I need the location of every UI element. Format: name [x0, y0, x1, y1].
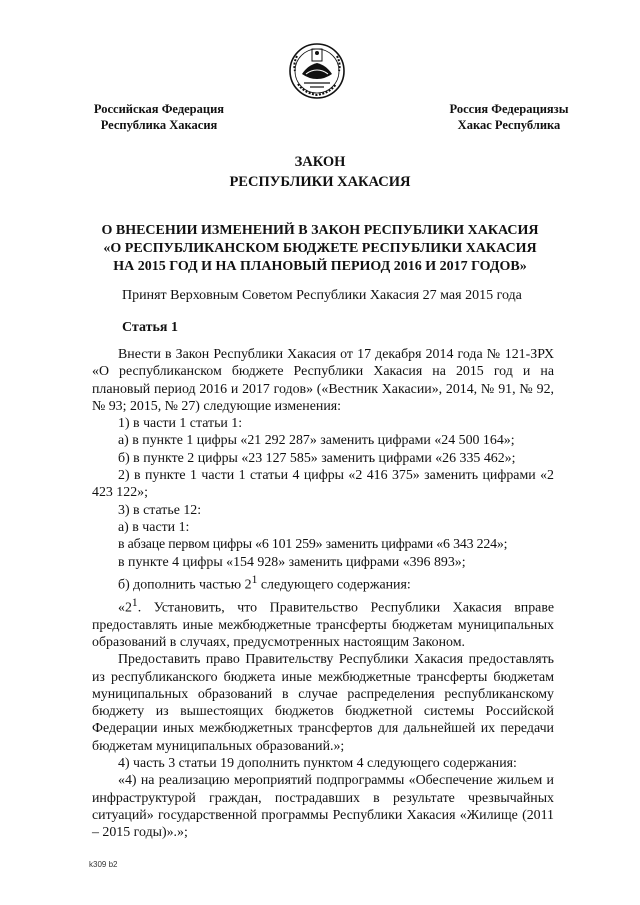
text-run: б) дополнить частью 2 [118, 577, 252, 593]
paragraph: в абзаце первом цифры «6 101 259» заменить цифрами «6 343 224»; [118, 537, 508, 553]
header-right [434, 101, 584, 133]
law-title-line-1: ЗАКОН [294, 154, 346, 170]
paragraph: б) в пункте 2 цифры «23 127 585» заменить цифрами «26 335 462»; [118, 450, 516, 466]
article-heading: Статья 1 [122, 320, 178, 335]
superscript: 1 [251, 572, 258, 586]
text-run: «2 [118, 600, 132, 616]
paragraph: «4) на реализацию мероприятий подпрограммы «Обеспечение жильем и инфраструктурой граждан, пострадавших в результате чрезвычайных ситуаций» государственной программы Республики Хакасия «Жилище (2011 – 2015 годы)».»; [92, 773, 554, 841]
text-run: . Установить, что Правительство Республики Хакасия вправе предоставлять иные межбюджетные трансферты бюджетам муниципальных образований в случаях, предусмотренных настоящим Законом. [92, 600, 554, 650]
text-run: следующего содержания: [260, 577, 411, 593]
law-subject-line-3: НА 2015 ГОД И НА ПЛАНОВЫЙ ПЕРИОД 2016 И 2017 ГОДОВ» [113, 259, 527, 274]
law-subject-line-2: «О РЕСПУБЛИКАНСКОМ БЮДЖЕТЕ РЕСПУБЛИКИ ХАКАСИЯ [103, 241, 537, 256]
law-title [0, 152, 640, 192]
paragraph: 3) в статье 12: [118, 502, 202, 518]
superscript: 1 [131, 595, 138, 609]
law-title-line-2: РЕСПУБЛИКИ ХАКАСИЯ [229, 174, 411, 190]
header-left-line-1: Российская Федерация [93, 102, 225, 116]
paragraph: 4) часть 3 статьи 19 дополнить пунктом 4 следующего содержания: [118, 756, 517, 772]
footer-code: k309 b2 [89, 860, 118, 869]
paragraph: Предоставить право Правительству Республики Хакасия предоставлять из республиканского бюджета иные межбюджетные трансферты бюджетам муниципальных образований в случае распределения республиканскому бюджету из вышестоящих бюджетов бюджетной системы Российской Федерации иных межбюджетных трансфертов для дальнейшей их передачи бюджетам муниципальных образований.»; [92, 652, 554, 754]
paragraph: а) в части 1: [118, 519, 190, 535]
law-subject-line-1: О ВНЕСЕНИИ ИЗМЕНЕНИЙ В ЗАКОН РЕСПУБЛИКИ ХАКАСИЯ [101, 223, 539, 238]
header-left-line-2: Республика Хакасия [100, 118, 218, 132]
paragraph [92, 571, 554, 594]
adoption-note: Принят Верховным Советом Республики Хакасия 27 мая 2015 года [122, 288, 522, 303]
paragraph: 1) в части 1 статьи 1: [118, 416, 243, 432]
header-right-line-1: Россия Федерациязы [449, 102, 569, 116]
paragraph: 2) в пункте 1 части 1 статьи 4 цифры «2 416 375» заменить цифрами «2 423 122»; [92, 468, 554, 501]
law-subject [60, 222, 580, 276]
paragraph: в пункте 4 цифры «154 928» заменить цифрами «396 893»; [118, 554, 466, 570]
article-body [92, 346, 554, 842]
paragraph: а) в пункте 1 цифры «21 292 287» заменить цифрами «24 500 164»; [118, 433, 515, 449]
header-right-line-2: Хакас Республика [457, 118, 561, 132]
coat-of-arms-emblem [284, 40, 350, 102]
paragraph: Внести в Закон Республики Хакасия от 17 декабря 2014 года № 121-ЗРХ «О республиканском бюджете Республики Хакасия на 2015 год и на плановый период 2016 и 2017 годов» («Вестник Хакасии», 2014, № 91, № 92, № 93; 2015, № 27) следующие изменения: [92, 347, 554, 414]
header-left [84, 101, 234, 133]
paragraph [92, 594, 554, 652]
